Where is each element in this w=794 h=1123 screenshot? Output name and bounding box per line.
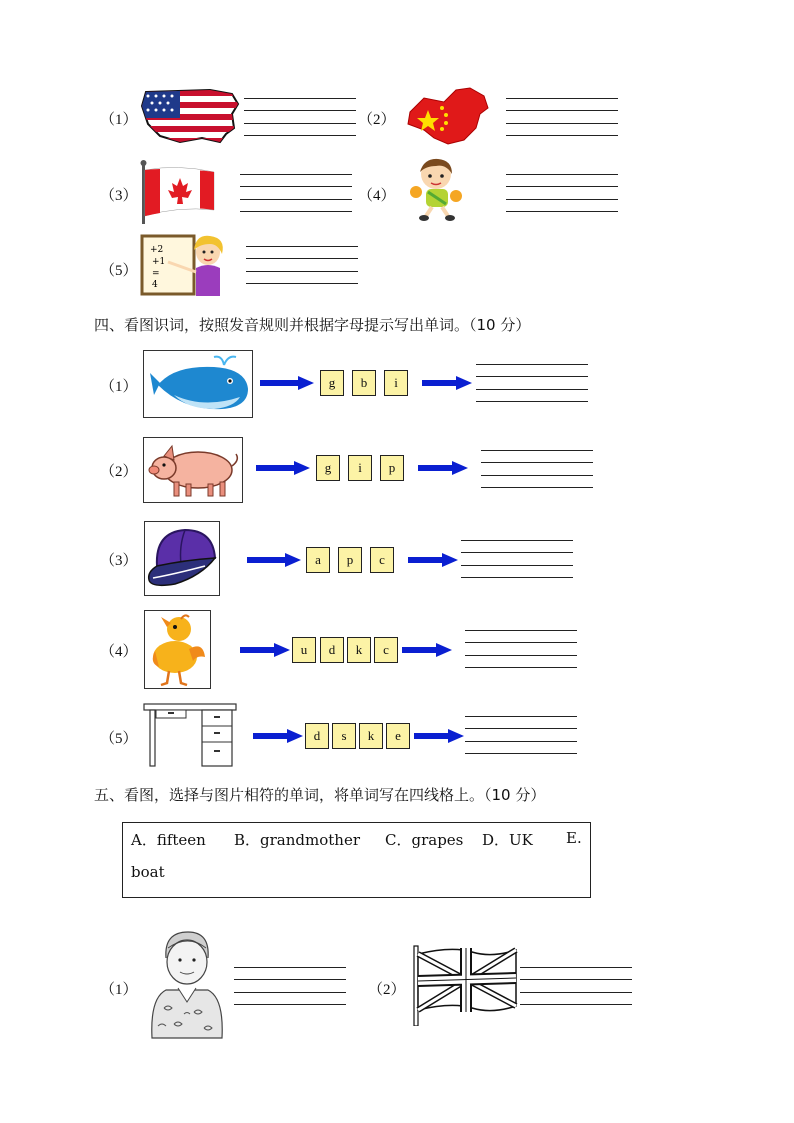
arrow-icon	[247, 553, 301, 567]
letter-tile: g	[320, 370, 344, 396]
canada-flag-icon	[138, 160, 218, 224]
four-line-writing-grid[interactable]	[234, 967, 346, 1005]
letter-tile: e	[386, 723, 410, 749]
four-line-writing-grid[interactable]	[240, 174, 352, 212]
teacher-icon	[138, 232, 228, 298]
item-number: （4）	[100, 644, 138, 660]
arrow-icon	[418, 461, 468, 475]
letter-tile: a	[306, 547, 330, 573]
usa-flag-map-icon	[140, 84, 240, 148]
letter-tile: i	[348, 455, 372, 481]
four-line-writing-grid[interactable]	[465, 716, 577, 754]
item-number: （5）	[100, 263, 138, 279]
item-number: （4）	[358, 188, 396, 204]
desk-icon	[142, 702, 238, 768]
letter-tile: u	[292, 637, 316, 663]
option-c: C．grapes	[385, 831, 464, 849]
four-line-writing-grid[interactable]	[506, 98, 618, 136]
four-line-writing-grid[interactable]	[461, 540, 573, 578]
section-heading: 四、看图识词，按照发音规则并根据字母提示写出单词。（10 分）	[94, 316, 531, 334]
picture-frame	[144, 610, 211, 689]
four-line-writing-grid[interactable]	[476, 364, 588, 402]
item-number: （5）	[100, 731, 138, 747]
four-line-writing-grid[interactable]	[246, 246, 358, 284]
letter-tile: k	[359, 723, 383, 749]
letter-tile: d	[320, 637, 344, 663]
option-d: D．UK	[482, 831, 533, 849]
item-number: （1）	[100, 379, 138, 395]
letter-tile: p	[338, 547, 362, 573]
item-number: （3）	[100, 553, 138, 569]
picture-frame	[143, 437, 243, 503]
letter-tile: c	[370, 547, 394, 573]
letter-tile: p	[380, 455, 404, 481]
whale-icon	[144, 351, 252, 417]
option-e: E.	[566, 829, 582, 847]
pig-icon	[144, 438, 242, 502]
letter-tile: s	[332, 723, 356, 749]
china-flag-map-icon	[400, 84, 492, 148]
picture-frame	[144, 521, 220, 596]
picture-frame	[143, 350, 253, 418]
option-e-word: boat	[131, 863, 165, 881]
letter-tile: b	[352, 370, 376, 396]
item-number: （2）	[100, 464, 138, 480]
arrow-icon	[422, 376, 472, 390]
four-line-writing-grid[interactable]	[520, 967, 632, 1005]
arrow-icon	[260, 376, 314, 390]
svg-text:+2: +2	[150, 245, 164, 255]
child-icon	[406, 156, 466, 222]
four-line-writing-grid[interactable]	[244, 98, 356, 136]
letter-tile: g	[316, 455, 340, 481]
item-number: （1）	[100, 982, 138, 998]
cap-icon	[145, 522, 219, 595]
item-number: （2）	[368, 982, 406, 998]
arrow-icon	[408, 553, 458, 567]
arrow-icon	[256, 461, 310, 475]
uk-flag-icon	[412, 944, 518, 1026]
letter-tile: d	[305, 723, 329, 749]
svg-text:+1: +1	[152, 257, 166, 267]
word-options-box	[122, 822, 591, 898]
svg-text:=: =	[152, 269, 160, 279]
arrow-icon	[402, 643, 452, 657]
four-line-writing-grid[interactable]	[465, 630, 577, 668]
svg-text:4: 4	[152, 280, 158, 290]
duck-icon	[145, 611, 210, 688]
letter-tile: k	[347, 637, 371, 663]
arrow-icon	[253, 729, 303, 743]
option-b: B．grandmother	[234, 831, 360, 849]
section-heading: 五、看图，选择与图片相符的单词，将单词写在四线格上。（10 分）	[94, 786, 546, 804]
item-number: （2）	[358, 112, 396, 128]
arrow-icon	[240, 643, 290, 657]
four-line-writing-grid[interactable]	[481, 450, 593, 488]
arrow-icon	[414, 729, 464, 743]
item-number: （3）	[100, 188, 138, 204]
grandmother-icon	[144, 928, 230, 1040]
four-line-writing-grid[interactable]	[506, 174, 618, 212]
item-number: （1）	[100, 112, 138, 128]
letter-tile: i	[384, 370, 408, 396]
option-a: A．fifteen	[131, 831, 206, 849]
letter-tile: c	[374, 637, 398, 663]
